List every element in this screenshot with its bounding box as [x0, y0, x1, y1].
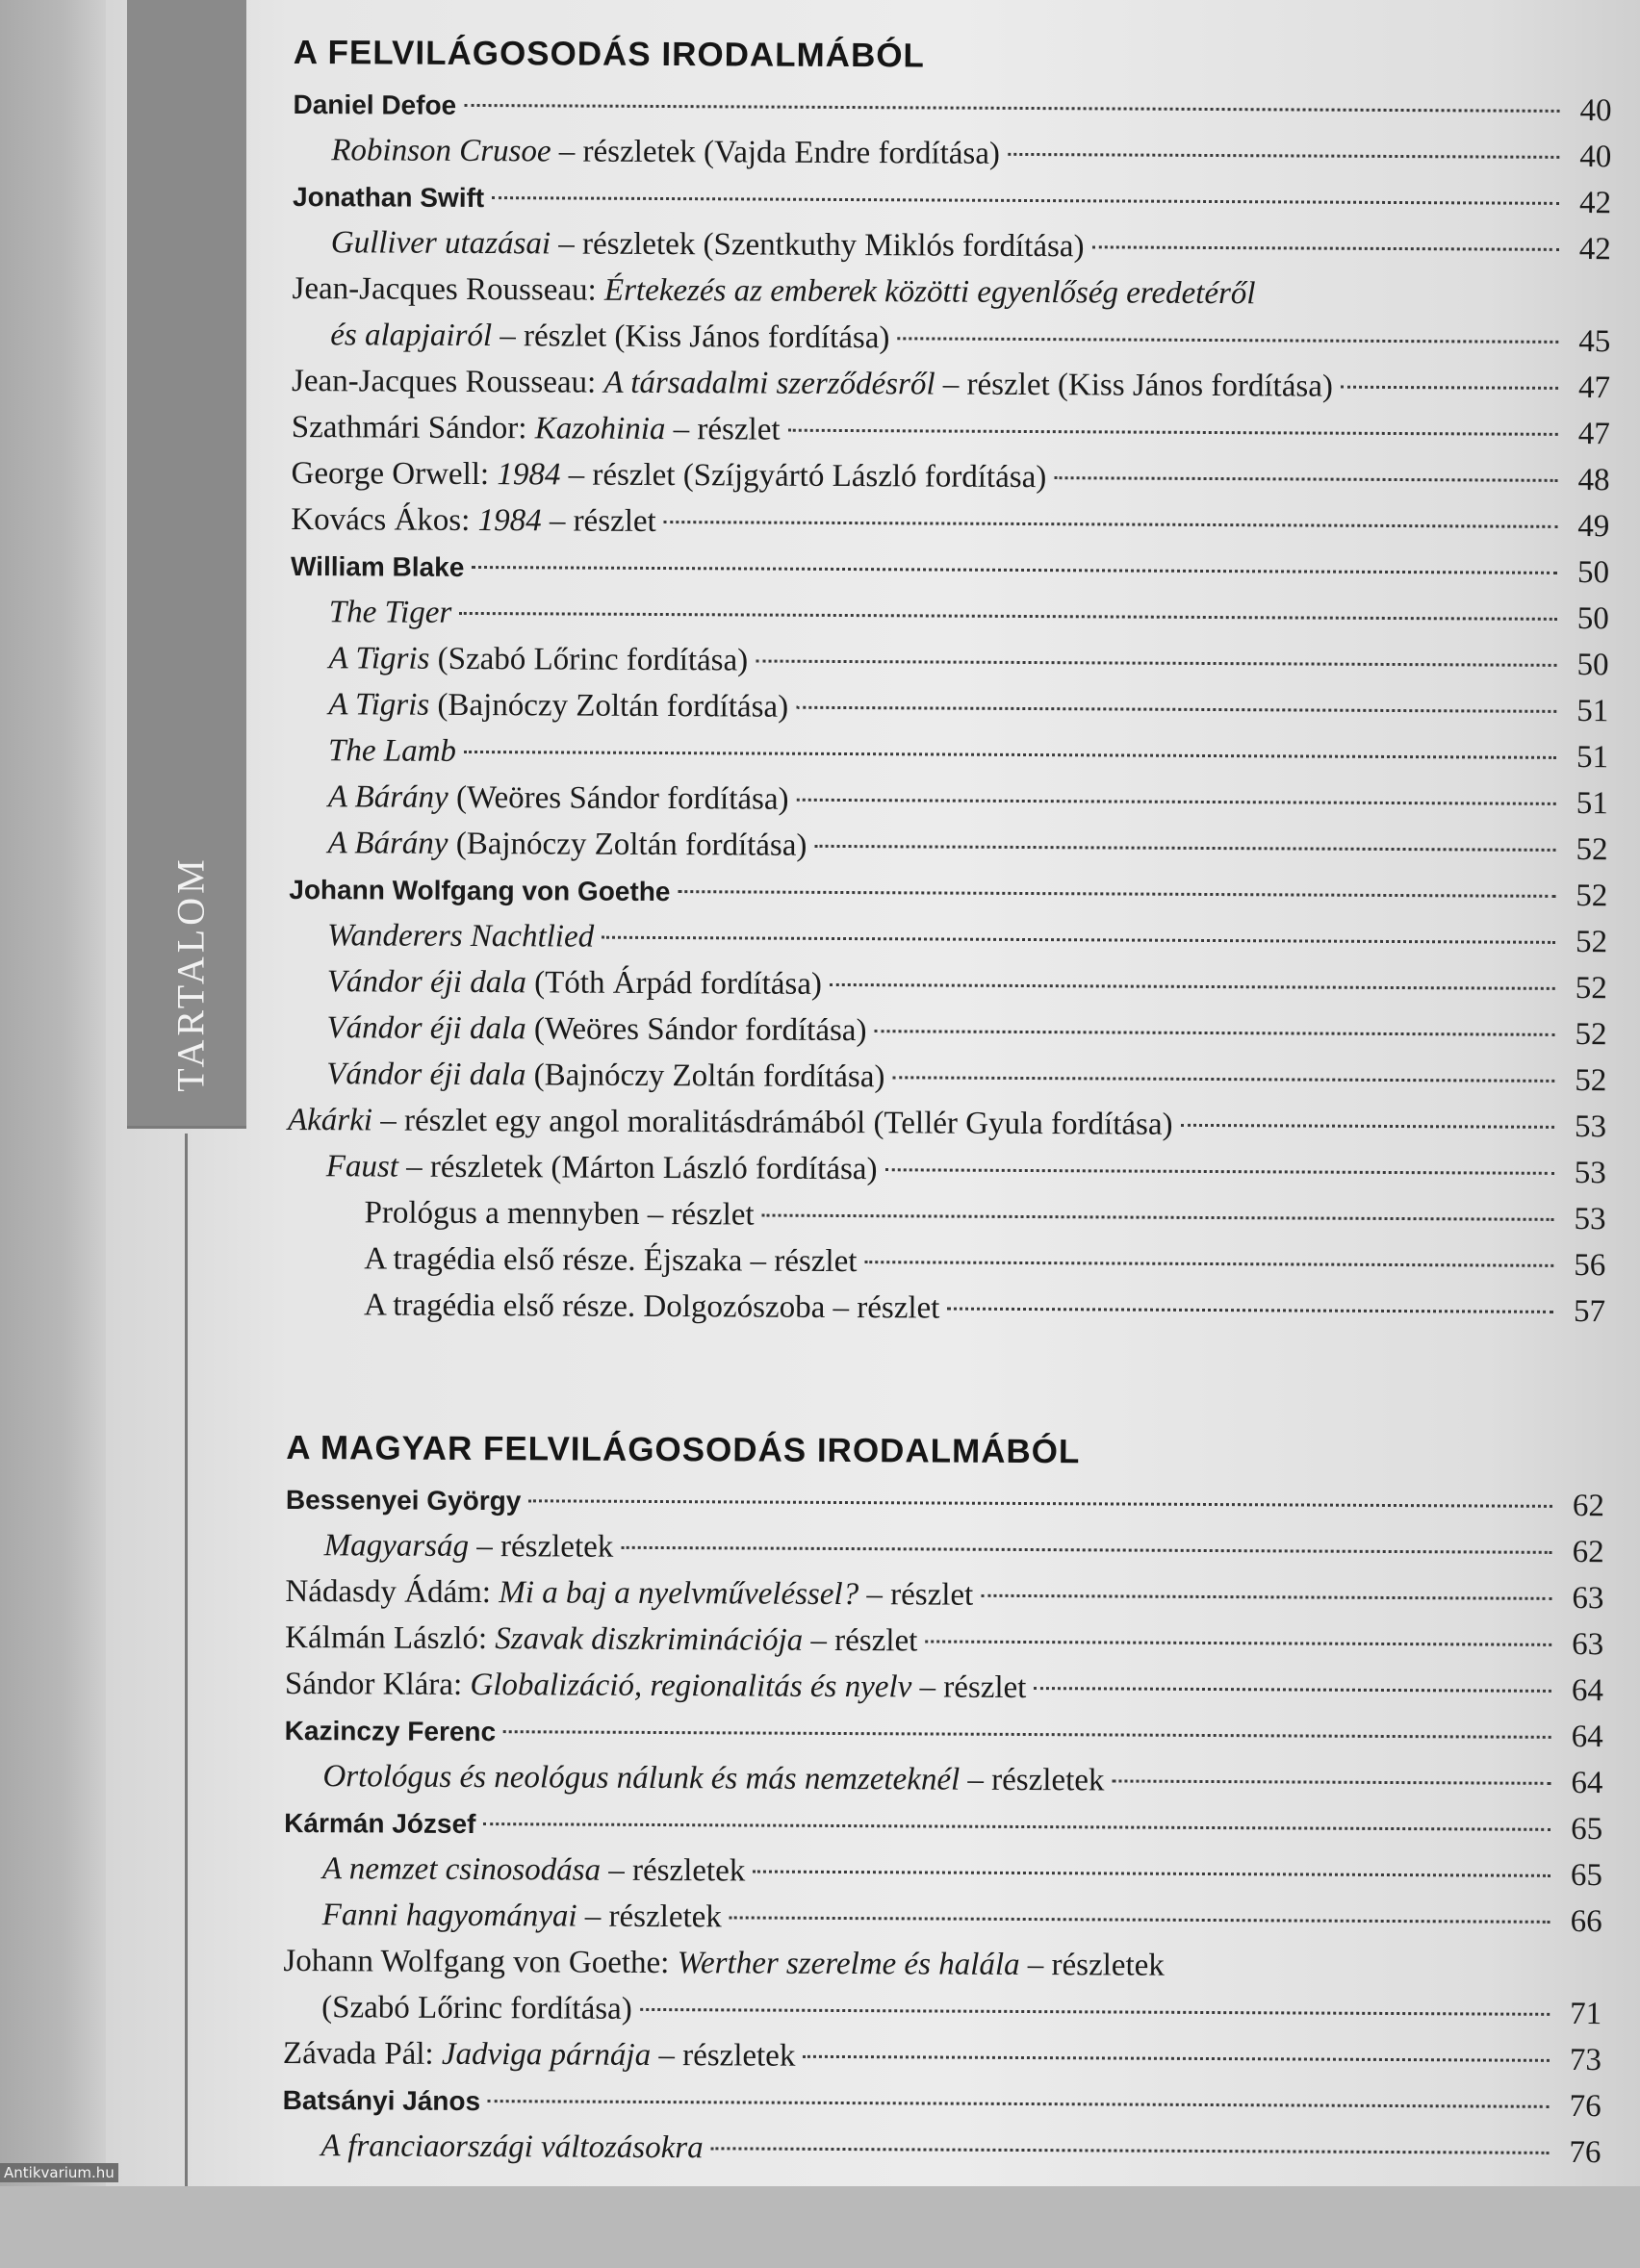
dot-leader	[797, 799, 1556, 805]
dot-leader	[830, 983, 1555, 990]
page-number: 57	[1573, 1293, 1606, 1330]
page-number: 40	[1579, 139, 1612, 175]
toc-section	[282, 1420, 1604, 2176]
toc-entry-row	[285, 1661, 1603, 1714]
entry-label: Szathmári Sándor: Kazohinia – részlet	[291, 409, 781, 447]
dot-leader	[874, 1030, 1554, 1036]
toc-entry-row	[289, 958, 1607, 1011]
page-number: 62	[1572, 1534, 1604, 1570]
dot-leader	[947, 1308, 1553, 1313]
entry-label: Bessenyei György	[285, 1484, 522, 1516]
toc-entry-row	[287, 1282, 1605, 1335]
dot-leader	[892, 1076, 1554, 1083]
toc-entry-row	[287, 1236, 1605, 1288]
dot-leader	[472, 566, 1557, 574]
page-number: 51	[1576, 693, 1609, 729]
page-number: 71	[1570, 1996, 1602, 2032]
left-page-margin	[0, 0, 106, 2186]
entry-label: (Szabó Lőrinc fordítása)	[321, 1990, 632, 2026]
dot-leader	[711, 2147, 1550, 2154]
toc-entry-row	[289, 912, 1607, 965]
page-number: 52	[1575, 970, 1607, 1007]
entry-label: Daniel Defoe	[293, 89, 457, 120]
entry-label: Jean-Jacques Rousseau: Értekezés az emberek közötti egyenlőség eredetéről	[292, 270, 1256, 312]
sidebar-label: TARTALOM	[168, 855, 213, 1092]
entry-label: Ortológus és neológus nálunk és más nemzeteknél – részletek	[322, 1759, 1105, 1798]
page-number: 64	[1571, 1765, 1603, 1801]
entry-label: Vándor éji dala (Weöres Sándor fordítása)	[326, 1010, 867, 1049]
entry-label: The Lamb	[327, 733, 457, 769]
page-number: 52	[1575, 924, 1608, 960]
entry-label: Kálmán László: Szavak diszkriminációja – részlet	[285, 1619, 918, 1659]
dot-leader	[488, 2100, 1550, 2108]
toc-entry-row	[283, 1984, 1602, 2037]
toc-entry-row	[290, 635, 1608, 688]
sidebar-divider-vertical	[185, 1134, 188, 2186]
dot-leader	[1034, 1687, 1551, 1693]
entry-label: A tragédia első része. Dolgozószoba – részlet	[363, 1287, 940, 1326]
toc-entry-row	[290, 727, 1608, 780]
entry-label: A nemzet csinosodása – részletek	[321, 1851, 746, 1889]
toc-entry-row	[285, 1615, 1603, 1668]
page-number: 51	[1576, 739, 1609, 776]
entry-label: Jean-Jacques Rousseau: A társadalmi szerződésről – részlet (Kiss János fordítása)	[291, 363, 1333, 404]
toc-entry-row	[293, 219, 1611, 272]
page-number: 51	[1576, 785, 1608, 822]
toc-entry-row	[288, 1097, 1606, 1150]
entry-label: A franciaországi változásokra	[320, 2128, 704, 2166]
page-number: 63	[1572, 1580, 1604, 1617]
entry-label: A tragédia első része. Éjszaka – részlet	[364, 1241, 858, 1280]
entry-label: Nádasdy Ádám: Mi a baj a nyelvműveléssel? – részlet	[285, 1573, 974, 1613]
entry-label: William Blake	[290, 550, 465, 582]
entry-label: Johann Wolfgang von Goethe	[289, 874, 671, 907]
toc-author-row	[286, 1476, 1604, 1529]
entry-label: A Bárány (Weöres Sándor fordítása)	[327, 779, 789, 817]
toc-author-row	[285, 1707, 1603, 1760]
entry-label: Jonathan Swift	[292, 181, 485, 214]
dot-leader	[602, 936, 1555, 944]
page-number: 64	[1571, 1672, 1604, 1709]
page-number: 53	[1574, 1201, 1606, 1237]
toc-author-row	[289, 866, 1607, 919]
toc-entry-row	[288, 1005, 1606, 1058]
toc-entry-row	[291, 450, 1609, 503]
dot-leader	[1008, 153, 1559, 159]
dot-leader	[788, 429, 1558, 436]
dot-leader	[1112, 1779, 1550, 1784]
entry-label: Fanni hagyományai – részletek	[321, 1898, 722, 1935]
entry-label: Vándor éji dala (Bajnóczy Zoltán fordítása)	[326, 1057, 885, 1095]
dot-leader	[884, 1168, 1553, 1175]
dot-leader	[464, 104, 1559, 113]
dot-leader	[753, 1871, 1550, 1877]
dot-leader	[981, 1594, 1551, 1600]
toc-entry-row	[287, 1189, 1605, 1242]
dot-leader	[756, 660, 1556, 667]
sidebar-divider-horizontal	[127, 1126, 246, 1129]
dot-leader	[640, 2008, 1550, 2016]
page-number: 76	[1569, 2088, 1602, 2125]
page-number: 50	[1576, 600, 1609, 637]
toc-section	[287, 25, 1612, 1335]
dot-leader	[1341, 386, 1558, 390]
page-number: 47	[1577, 370, 1611, 406]
toc-entry-row	[292, 266, 1610, 319]
dot-leader	[664, 521, 1558, 528]
page-number: 42	[1578, 185, 1612, 221]
toc-author-row	[293, 81, 1611, 134]
entry-label: Magyarság – részletek	[323, 1528, 614, 1565]
page-number: 56	[1574, 1247, 1606, 1284]
dot-leader	[1091, 245, 1558, 251]
dot-leader	[528, 1499, 1552, 1508]
dot-leader	[621, 1546, 1551, 1554]
toc-author-row	[293, 173, 1611, 226]
entry-label: Kazinczy Ferenc	[284, 1715, 497, 1747]
toc-entry-row	[282, 2123, 1601, 2176]
entry-label: A Bárány (Bajnóczy Zoltán fordítása)	[327, 826, 807, 863]
dot-leader	[1181, 1124, 1554, 1129]
entry-label: Sándor Klára: Globalizáció, regionalitás és nyelv – részlet	[284, 1666, 1027, 1706]
table-of-contents	[282, 25, 1612, 2268]
dot-leader	[925, 1640, 1551, 1645]
dot-leader	[1054, 476, 1557, 482]
toc-entry-row	[291, 497, 1609, 549]
entry-label: Batsányi János	[282, 2084, 481, 2117]
toc-entry-row	[283, 2030, 1602, 2083]
page-number: 63	[1572, 1626, 1604, 1663]
page-number: 65	[1570, 1857, 1603, 1894]
toc-entry-row	[284, 1846, 1602, 1898]
page-number: 62	[1572, 1488, 1605, 1524]
entry-label: A Tigris (Szabó Lőrinc fordítása)	[328, 641, 749, 678]
page-number: 76	[1569, 2134, 1602, 2171]
toc-entry-row	[283, 1938, 1602, 1991]
dot-leader	[492, 196, 1559, 205]
entry-label: Závada Pál: Jadviga párnája – részletek	[282, 2035, 796, 2074]
dot-leader	[503, 1730, 1551, 1739]
toc-author-row	[283, 2077, 1602, 2129]
toc-entry-row	[284, 1892, 1602, 1945]
entry-label: Wanderers Nachtlied	[326, 918, 595, 955]
toc-author-row	[291, 543, 1609, 596]
entry-label: George Orwell: 1984 – részlet (Szíjgyártó László fordítása)	[291, 455, 1047, 496]
toc-entry-row	[290, 774, 1608, 827]
toc-entry-row	[291, 589, 1609, 642]
entry-label: Vándor éji dala (Tóth Árpád fordítása)	[326, 964, 823, 1002]
entry-label: A Tigris (Bajnóczy Zoltán fordítása)	[328, 687, 789, 725]
page-number: 47	[1577, 416, 1610, 452]
entry-label: Gulliver utazásai – részletek (Szentkuthy Miklós fordítása)	[330, 225, 1085, 265]
dot-leader	[814, 845, 1555, 852]
dot-leader	[730, 1916, 1550, 1923]
page-number: 49	[1577, 508, 1610, 545]
entry-label: Robinson Crusoe – részletek (Vajda Endre fordítása)	[331, 133, 1001, 171]
page-number: 45	[1578, 323, 1611, 360]
page-number: 50	[1576, 647, 1609, 683]
dot-leader	[803, 2055, 1550, 2062]
page-number: 64	[1571, 1719, 1603, 1755]
entry-label: Kovács Ákos: 1984 – részlet	[291, 501, 656, 539]
page-number: 53	[1574, 1155, 1606, 1191]
toc-entry-row	[288, 1143, 1606, 1196]
page-number: 53	[1574, 1109, 1607, 1145]
page-number: 73	[1569, 2042, 1602, 2078]
page-number: 40	[1579, 92, 1612, 129]
entry-label: és alapjairól – részlet (Kiss János fordítása)	[330, 318, 890, 356]
toc-entry-row	[286, 1522, 1604, 1575]
entry-label: Akárki – részlet egy angol moralitásdrámából (Tellér Gyula fordítása)	[287, 1102, 1173, 1142]
entry-label: Prológus a mennyben – részlet	[364, 1195, 755, 1233]
dot-leader	[483, 1822, 1550, 1831]
page-number: 66	[1570, 1903, 1602, 1940]
dot-leader	[796, 706, 1556, 713]
toc-entry-row	[290, 681, 1608, 734]
toc-entry-row	[288, 1051, 1606, 1104]
dot-leader	[864, 1261, 1553, 1267]
toc-entry-row	[284, 1753, 1602, 1806]
toc-entry-row	[289, 820, 1607, 873]
section-title: A MAGYAR FELVILÁGOSODÁS IRODALMÁBÓL	[286, 1428, 1081, 1471]
dot-leader	[897, 337, 1558, 344]
page-number: 52	[1576, 878, 1608, 914]
page-number: 52	[1575, 1016, 1607, 1053]
watermark: Antikvarium.hu	[0, 2163, 118, 2182]
entry-label: Johann Wolfgang von Goethe: Werther szerelme és halála – részletek	[283, 1943, 1165, 1983]
dot-leader	[464, 751, 1556, 759]
page-number: 42	[1578, 231, 1611, 268]
section-title: A FELVILÁGOSODÁS IRODALMÁBÓL	[293, 33, 925, 75]
toc-entry-row	[293, 127, 1611, 180]
entry-label: Kármán József	[284, 1807, 476, 1840]
dot-leader	[762, 1214, 1554, 1221]
page-number: 52	[1576, 831, 1608, 868]
page-number: 48	[1577, 462, 1610, 498]
page-number: 50	[1576, 554, 1610, 591]
page-number: 52	[1575, 1062, 1607, 1099]
toc-entry-row	[285, 1568, 1603, 1621]
dot-leader	[459, 612, 1557, 621]
toc-entry-row	[292, 312, 1610, 365]
entry-label: The Tiger	[328, 595, 452, 630]
toc-entry-row	[292, 358, 1610, 411]
page-number: 65	[1571, 1811, 1603, 1848]
dot-leader	[678, 890, 1555, 898]
toc-entry-row	[292, 404, 1610, 457]
entry-label: Faust – részletek (Márton László fordítása)	[325, 1149, 878, 1187]
toc-author-row	[284, 1799, 1602, 1852]
